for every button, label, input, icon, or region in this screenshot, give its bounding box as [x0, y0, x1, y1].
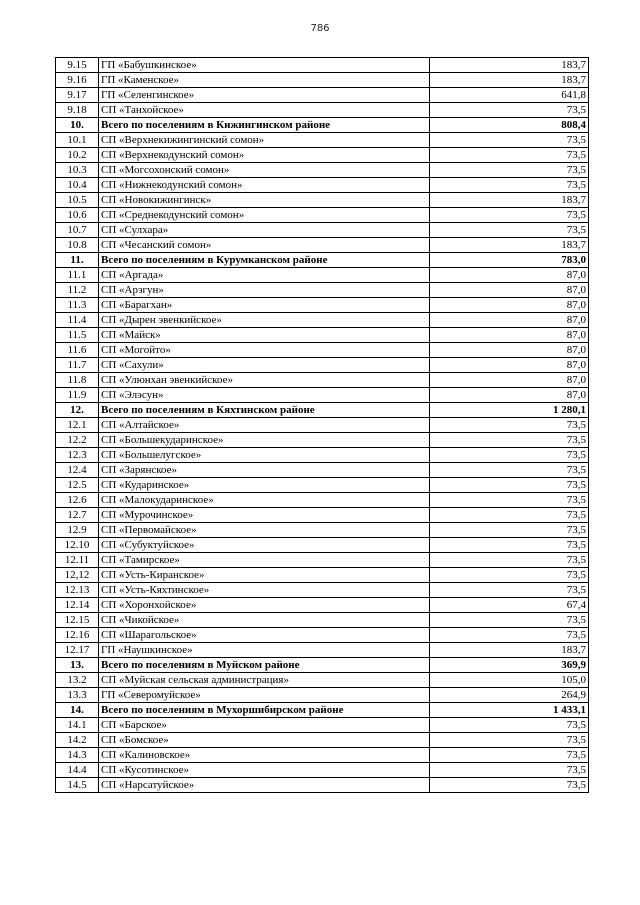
- table-row: [56, 628, 589, 643]
- settlement-name-cell: СП «Чесанский сомон»: [99, 238, 430, 253]
- table-row: [56, 763, 589, 778]
- table-row: [56, 733, 589, 748]
- settlement-name-cell: СП «Большекударинское»: [99, 433, 430, 448]
- row-number-cell: 11.3: [56, 298, 99, 313]
- settlement-name-cell: СП «Хоронхойское»: [99, 598, 430, 613]
- table-row: [56, 88, 589, 103]
- amount-cell: 641,8: [430, 88, 589, 103]
- row-number-cell: 12.7: [56, 508, 99, 523]
- table-row: [56, 178, 589, 193]
- table-row: [56, 283, 589, 298]
- row-number-cell: 12.10: [56, 538, 99, 553]
- table-row: [56, 478, 589, 493]
- amount-cell: 73,5: [430, 778, 589, 793]
- row-number-cell: 14.1: [56, 718, 99, 733]
- table-row: [56, 568, 589, 583]
- table-row: [56, 268, 589, 283]
- settlement-name-cell: СП «Сахули»: [99, 358, 430, 373]
- settlement-name-cell: СП «Кусотинское»: [99, 763, 430, 778]
- amount-cell: 73,5: [430, 418, 589, 433]
- table-row: [56, 433, 589, 448]
- amount-cell: 73,5: [430, 223, 589, 238]
- settlement-name-cell: СП «Усть-Киранское»: [99, 568, 430, 583]
- amount-cell: 183,7: [430, 193, 589, 208]
- settlement-name-cell: Всего по поселениям в Курумканском районе: [99, 253, 430, 268]
- row-number-cell: 14.2: [56, 733, 99, 748]
- amount-cell: 73,5: [430, 553, 589, 568]
- row-number-cell: 11.4: [56, 313, 99, 328]
- amount-cell: 73,5: [430, 628, 589, 643]
- amount-cell: 73,5: [430, 178, 589, 193]
- row-number-cell: 12.6: [56, 493, 99, 508]
- row-number-cell: 11.7: [56, 358, 99, 373]
- row-number-cell: 9.15: [56, 58, 99, 73]
- table-row: [56, 208, 589, 223]
- row-number-cell: 10.5: [56, 193, 99, 208]
- settlement-name-cell: СП «Муйская сельская администрация»: [99, 673, 430, 688]
- table-row: [56, 688, 589, 703]
- amount-cell: 73,5: [430, 718, 589, 733]
- amount-cell: 73,5: [430, 433, 589, 448]
- row-number-cell: 11.5: [56, 328, 99, 343]
- amount-cell: 73,5: [430, 478, 589, 493]
- amount-cell: 67,4: [430, 598, 589, 613]
- amount-cell: 183,7: [430, 643, 589, 658]
- amount-cell: 73,5: [430, 748, 589, 763]
- settlement-name-cell: СП «Малокударинское»: [99, 493, 430, 508]
- row-number-cell: 10.8: [56, 238, 99, 253]
- row-number-cell: 12.13: [56, 583, 99, 598]
- amount-cell: 183,7: [430, 73, 589, 88]
- row-number-cell: 14.5: [56, 778, 99, 793]
- table-row: [56, 358, 589, 373]
- row-number-cell: 11.6: [56, 343, 99, 358]
- table-row: [56, 778, 589, 793]
- amount-cell: 73,5: [430, 493, 589, 508]
- district-total-row: [56, 118, 589, 133]
- district-total-row: [56, 403, 589, 418]
- settlement-name-cell: Всего по поселениям в Кижингинском районе: [99, 118, 430, 133]
- settlement-name-cell: СП «Нарсатуйское»: [99, 778, 430, 793]
- table-row: [56, 148, 589, 163]
- settlement-name-cell: СП «Бомское»: [99, 733, 430, 748]
- settlement-name-cell: СП «Аргада»: [99, 268, 430, 283]
- row-number-cell: 12.3: [56, 448, 99, 463]
- settlement-name-cell: СП «Алтайское»: [99, 418, 430, 433]
- table-row: [56, 298, 589, 313]
- amount-cell: 87,0: [430, 313, 589, 328]
- row-number-cell: 10.3: [56, 163, 99, 178]
- amount-cell: 73,5: [430, 613, 589, 628]
- amount-cell: 369,9: [430, 658, 589, 673]
- table-row: [56, 313, 589, 328]
- table-row: [56, 673, 589, 688]
- amount-cell: 73,5: [430, 163, 589, 178]
- amount-cell: 87,0: [430, 298, 589, 313]
- table-row: [56, 373, 589, 388]
- row-number-cell: 10.: [56, 118, 99, 133]
- settlement-name-cell: СП «Мурочинское»: [99, 508, 430, 523]
- row-number-cell: 10.6: [56, 208, 99, 223]
- amount-cell: 183,7: [430, 238, 589, 253]
- amount-cell: 87,0: [430, 358, 589, 373]
- table-row: [56, 553, 589, 568]
- settlement-name-cell: СП «Элэсун»: [99, 388, 430, 403]
- amount-cell: 73,5: [430, 733, 589, 748]
- amount-cell: 73,5: [430, 208, 589, 223]
- amount-cell: 73,5: [430, 568, 589, 583]
- amount-cell: 783,0: [430, 253, 589, 268]
- amount-cell: 87,0: [430, 343, 589, 358]
- row-number-cell: 12.14: [56, 598, 99, 613]
- row-number-cell: 9.17: [56, 88, 99, 103]
- amount-cell: 73,5: [430, 133, 589, 148]
- amount-cell: 183,7: [430, 58, 589, 73]
- row-number-cell: 12.2: [56, 433, 99, 448]
- settlement-name-cell: ГП «Бабушкинское»: [99, 58, 430, 73]
- table-row: [56, 718, 589, 733]
- settlement-name-cell: СП «Тамирское»: [99, 553, 430, 568]
- settlement-name-cell: СП «Шарагольское»: [99, 628, 430, 643]
- row-number-cell: 9.16: [56, 73, 99, 88]
- table-row: [56, 523, 589, 538]
- settlement-name-cell: СП «Чикойское»: [99, 613, 430, 628]
- table-row: [56, 133, 589, 148]
- settlement-name-cell: СП «Новокижингинск»: [99, 193, 430, 208]
- table-row: [56, 163, 589, 178]
- settlement-name-cell: ГП «Наушкинское»: [99, 643, 430, 658]
- row-number-cell: 10.7: [56, 223, 99, 238]
- table-row: [56, 223, 589, 238]
- table-row: [56, 598, 589, 613]
- settlement-name-cell: СП «Улюнхан эвенкийское»: [99, 373, 430, 388]
- row-number-cell: 12.5: [56, 478, 99, 493]
- row-number-cell: 13.2: [56, 673, 99, 688]
- table-body: [56, 58, 589, 793]
- row-number-cell: 11.: [56, 253, 99, 268]
- table-row: [56, 613, 589, 628]
- row-number-cell: 11.2: [56, 283, 99, 298]
- table-row: [56, 418, 589, 433]
- table-row: [56, 238, 589, 253]
- amount-cell: 73,5: [430, 448, 589, 463]
- row-number-cell: 12.9: [56, 523, 99, 538]
- amount-cell: 73,5: [430, 463, 589, 478]
- settlement-name-cell: Всего по поселениям в Кяхтинском районе: [99, 403, 430, 418]
- settlement-name-cell: СП «Могойто»: [99, 343, 430, 358]
- settlement-name-cell: СП «Первомайское»: [99, 523, 430, 538]
- table-row: [56, 583, 589, 598]
- district-total-row: [56, 703, 589, 718]
- amount-cell: 1 280,1: [430, 403, 589, 418]
- row-number-cell: 10.2: [56, 148, 99, 163]
- row-number-cell: 11.1: [56, 268, 99, 283]
- settlement-name-cell: ГП «Селенгинское»: [99, 88, 430, 103]
- amount-cell: 73,5: [430, 508, 589, 523]
- amount-cell: 73,5: [430, 763, 589, 778]
- amount-cell: 264,9: [430, 688, 589, 703]
- settlement-name-cell: ГП «Каменское»: [99, 73, 430, 88]
- row-number-cell: 14.3: [56, 748, 99, 763]
- table-row: [56, 73, 589, 88]
- settlement-name-cell: СП «Верхнекижингинский сомон»: [99, 133, 430, 148]
- table-row: [56, 538, 589, 553]
- amount-cell: 87,0: [430, 388, 589, 403]
- row-number-cell: 14.4: [56, 763, 99, 778]
- amount-cell: 87,0: [430, 328, 589, 343]
- settlement-name-cell: СП «Усть-Кяхтинское»: [99, 583, 430, 598]
- row-number-cell: 13.: [56, 658, 99, 673]
- table-row: [56, 328, 589, 343]
- row-number-cell: 12.4: [56, 463, 99, 478]
- settlement-name-cell: СП «Танхойское»: [99, 103, 430, 118]
- row-number-cell: 12.16: [56, 628, 99, 643]
- row-number-cell: 10.4: [56, 178, 99, 193]
- settlement-name-cell: СП «Дырен эвенкийское»: [99, 313, 430, 328]
- amount-cell: 73,5: [430, 148, 589, 163]
- amount-cell: 73,5: [430, 538, 589, 553]
- row-number-cell: 12.11: [56, 553, 99, 568]
- settlement-name-cell: СП «Верхнекодунский сомон»: [99, 148, 430, 163]
- table-row: [56, 103, 589, 118]
- settlement-name-cell: СП «Субуктуйское»: [99, 538, 430, 553]
- table-row: [56, 388, 589, 403]
- table-row: [56, 643, 589, 658]
- settlement-name-cell: СП «Большелугское»: [99, 448, 430, 463]
- settlement-name-cell: Всего по поселениям в Мухоршибирском районе: [99, 703, 430, 718]
- amount-cell: 73,5: [430, 583, 589, 598]
- row-number-cell: 11.9: [56, 388, 99, 403]
- settlement-name-cell: СП «Калиновское»: [99, 748, 430, 763]
- settlements-table: [55, 57, 589, 793]
- settlement-name-cell: СП «Среднекодунский сомон»: [99, 208, 430, 223]
- row-number-cell: 13.3: [56, 688, 99, 703]
- table-row: [56, 508, 589, 523]
- settlement-name-cell: СП «Барагхан»: [99, 298, 430, 313]
- amount-cell: 73,5: [430, 103, 589, 118]
- row-number-cell: 10.1: [56, 133, 99, 148]
- amount-cell: 87,0: [430, 268, 589, 283]
- row-number-cell: 12.1: [56, 418, 99, 433]
- amount-cell: 105,0: [430, 673, 589, 688]
- amount-cell: 87,0: [430, 283, 589, 298]
- settlement-name-cell: СП «Нижнекодунский сомон»: [99, 178, 430, 193]
- table-row: [56, 463, 589, 478]
- amount-cell: 87,0: [430, 373, 589, 388]
- table-row: [56, 193, 589, 208]
- row-number-cell: 12.17: [56, 643, 99, 658]
- settlement-name-cell: СП «Сулхара»: [99, 223, 430, 238]
- row-number-cell: 12,12: [56, 568, 99, 583]
- row-number-cell: 11.8: [56, 373, 99, 388]
- settlement-name-cell: СП «Кударинское»: [99, 478, 430, 493]
- settlement-name-cell: СП «Арзгун»: [99, 283, 430, 298]
- settlement-name-cell: СП «Зарянское»: [99, 463, 430, 478]
- table-row: [56, 343, 589, 358]
- settlement-name-cell: ГП «Северомуйское»: [99, 688, 430, 703]
- amount-cell: 73,5: [430, 523, 589, 538]
- amount-cell: 808,4: [430, 118, 589, 133]
- district-total-row: [56, 253, 589, 268]
- settlement-name-cell: СП «Могсохонский сомон»: [99, 163, 430, 178]
- page-number: 786: [310, 23, 330, 34]
- settlement-name-cell: СП «Барское»: [99, 718, 430, 733]
- table-row: [56, 58, 589, 73]
- settlement-name-cell: Всего по поселениям в Муйском районе: [99, 658, 430, 673]
- settlement-name-cell: СП «Майск»: [99, 328, 430, 343]
- amount-cell: 1 433,1: [430, 703, 589, 718]
- row-number-cell: 12.: [56, 403, 99, 418]
- row-number-cell: 12.15: [56, 613, 99, 628]
- district-total-row: [56, 658, 589, 673]
- row-number-cell: 14.: [56, 703, 99, 718]
- table-row: [56, 748, 589, 763]
- table-row: [56, 448, 589, 463]
- table-row: [56, 493, 589, 508]
- row-number-cell: 9.18: [56, 103, 99, 118]
